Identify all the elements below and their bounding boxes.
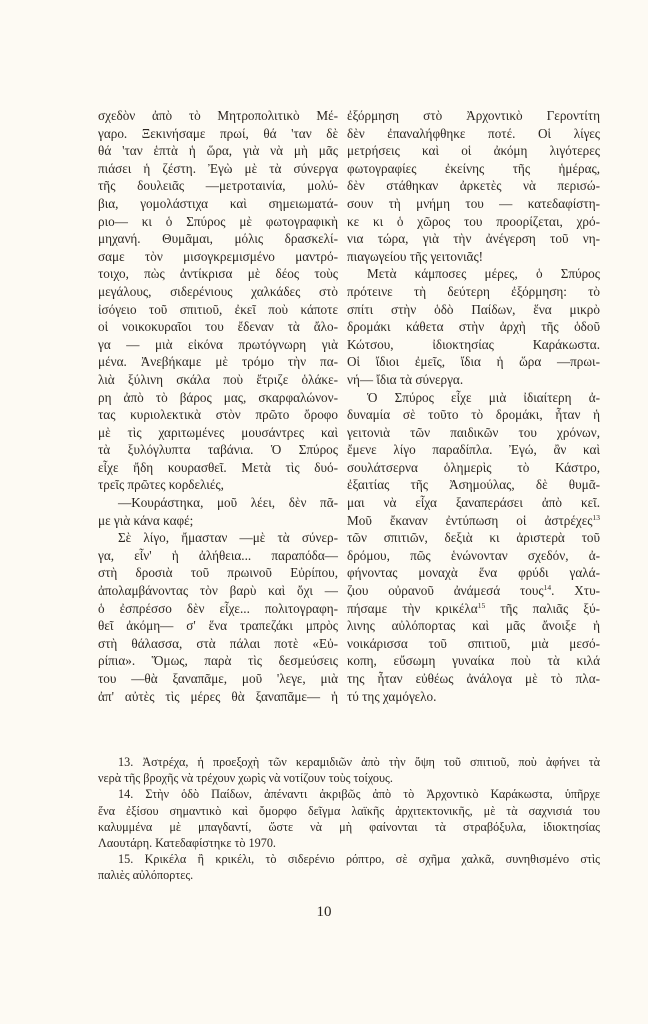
text-line [98, 406, 338, 424]
text-line-text: τοιχο, πὼς ἀντίκρισα μὲ δέος τοὺς [98, 266, 338, 282]
text-line-text: ἐξόρμηση στὸ Ἀρχοντικὸ Γεροντίτη [347, 108, 600, 123]
text-line-text: δυναμία σὲ τοῦτο τὸ δρομάκι, ἦταν ἡ [347, 407, 600, 423]
footnote-line [98, 819, 600, 835]
footnote-line [98, 803, 600, 819]
footnote-line-text: νερὰ τῆς βροχῆς νὰ τρέχουν χωρὶς νὰ νοτίζουν τοὺς τοίχους. [98, 771, 393, 786]
text-line-text-after: . Χτυ- [551, 583, 601, 599]
text-line-text: γαρο. Ξεκινήσαμε πρωί, θά 'ταν δὲ [98, 125, 338, 141]
footnote-reference[interactable]: 13 [592, 512, 600, 522]
text-line [347, 371, 600, 389]
text-line [98, 318, 338, 336]
text-line [98, 177, 338, 195]
left-text-column [98, 107, 338, 705]
text-line [347, 265, 600, 283]
footnote-line-text: 15. Κρικέλα ἢ κρικέλι, τὸ σιδερένιο ρόπτρο, σὲ σχῆμα χαλκᾶ, συνηθισμένο στὶς [118, 852, 600, 867]
text-line-text: μεγάλους, σιδερένιους χαλκάδες στὸ [98, 283, 338, 299]
text-line-text: τας κυριολεκτικὰ στὸν πρῶτο ὄροφο [98, 407, 338, 423]
text-line-text: σαμε τὸν μισογκρεμισμένο μαντρό- [98, 248, 338, 264]
footnote-line [98, 770, 600, 786]
text-line [98, 529, 338, 547]
text-line [98, 635, 338, 653]
footnote-line [98, 786, 600, 802]
text-line [347, 248, 600, 266]
text-line-text: βια, γομολάστιχα καὶ σημειωματά- [98, 195, 338, 211]
text-line [98, 371, 338, 389]
text-line [347, 230, 600, 248]
text-line [98, 283, 338, 301]
text-line-text: φήνοντας μοναχὰ ἕνα φρύδι γαλά- [347, 565, 600, 581]
text-line-text: γα — μιὰ εἰκόνα πρωτόγνωρη γιὰ [98, 336, 338, 352]
text-line-text: τῶν σπιτιῶν, δεξιὰ κι ἀριστερὰ τοῦ [347, 530, 600, 546]
text-line [98, 600, 338, 618]
footnote-reference[interactable]: 14 [543, 583, 552, 593]
text-line-text: μαι νὰ εἶχα ξαναπεράσει ἀπὸ κεῖ. [347, 495, 600, 511]
page-number: 10 [316, 904, 332, 920]
text-line-text: μηχανή. Θυμᾶμαι, μόλις δρασκελί- [98, 231, 338, 247]
text-line-text: ἔμενε λίγο παραδίπλα. Ἐγώ, ἂν καὶ [347, 442, 600, 458]
right-text-column [347, 107, 600, 705]
text-line-text: πήσαμε τὴν κρικέλα [347, 600, 478, 616]
text-line-text: ριο— κι ὁ Σπύρος μὲ φωτογραφικὴ [98, 213, 338, 229]
text-line [98, 670, 338, 688]
text-line-text: γειτονιὰ τῶν παιδικῶν του χρόνων, [347, 424, 600, 440]
text-line [347, 406, 600, 424]
text-line [98, 301, 338, 319]
text-line-text: μὲ τὶς χαριτωμένες μουσάντρες καὶ [98, 424, 338, 440]
text-line [347, 160, 600, 178]
text-line [347, 564, 600, 582]
text-line-text: Ὁ Σπύρος εἶχε μιὰ ἰδιαίτερη ἀ- [367, 389, 600, 405]
text-line-text: —Κουράστηκα, μοῦ λέει, δὲν πᾶ- [118, 495, 338, 511]
text-line-text: δὲν στάθηκαν ἀρκετὲς νὰ περισώ- [347, 178, 600, 194]
text-line [98, 389, 338, 407]
text-line [98, 213, 338, 231]
text-line-text: οἱ νοικοκυραῖοι του ἔδεναν τὰ ἄλο- [98, 319, 338, 335]
text-line-text: δρομάκι κάθετα στὴν ἀρχὴ τῆς ὁδοῦ [347, 319, 600, 335]
text-line [347, 441, 600, 459]
text-line [98, 107, 338, 125]
text-line-text: στὴ θάλασσα, στὰ πάλαι ποτὲ «Εὐ- [98, 635, 338, 651]
text-line [347, 336, 600, 354]
text-line-text: ρη ἀπὸ τὸ βάρος μας, σκαρφαλώνον- [98, 389, 338, 405]
text-line-text: ἀπ' αὐτὲς τὶς μέρες θὰ ξαναπᾶμε— ἡ [98, 688, 338, 704]
footnote-line-text: 13. Ἀστρέχα, ἡ προεξοχὴ τῶν κεραμιδιῶν ἀπὸ τὴν ὄψη τοῦ σπιτιοῦ, ποὺ ἀφήνει τὰ [118, 755, 600, 769]
text-line-text: Σὲ λίγο, ἤμασταν —μὲ τὰ σύνερ- [118, 530, 338, 546]
text-line-text: της ἦταν εὐθέως ἀνάλογα μὲ τὸ πλα- [347, 671, 600, 686]
text-line [98, 564, 338, 582]
text-line [98, 142, 338, 160]
text-line [98, 441, 338, 459]
text-line-text: σουλάτσερνα ὁλημερὶς τὸ Κάστρο, [347, 459, 600, 475]
text-line [347, 283, 600, 301]
text-line-text: ἰσόγειο τοῦ σπιτιοῦ, ἐκεῖ ποὺ κάποτε [98, 301, 338, 317]
text-line-text: πρότεινε τὴ δεύτερη ἐξόρμηση: τὸ [347, 283, 600, 299]
footnote-line-text: 14. Στὴν ὁδὸ Παίδων, ἀπέναντι ἀκριβῶς ἀπὸ τὸ Ἀρχοντικὸ Καράκωστα, ὑπῆρχε [118, 787, 600, 802]
text-line [347, 318, 600, 336]
text-line-text: δὲν ἐπαναλήφθηκε ποτέ. Οἱ λίγες [347, 125, 600, 141]
text-line-text: εἶχε ἤδη κουρασθεῖ. Μετὰ τὶς δυό- [98, 459, 338, 475]
text-line-text: νοικάρισσα τοῦ σπιτιοῦ, μιὰ μεσό- [347, 635, 600, 651]
text-line-text-after: τῆς παλιᾶς ξύ- [485, 600, 600, 616]
text-line-text: τύ της χαμόγελο. [347, 688, 437, 704]
text-line [347, 353, 600, 371]
text-line [98, 195, 338, 213]
text-line [347, 424, 600, 442]
text-line [347, 529, 600, 547]
text-line [98, 547, 338, 565]
text-line [98, 125, 338, 143]
text-line-text: τὰ ξυλόγλυπτα ταβάνια. Ὁ Σπύρος [98, 442, 338, 458]
text-line [347, 177, 600, 195]
footnote-line [98, 835, 600, 851]
text-line [347, 582, 600, 600]
footnote-line-text: καλυμμένα μὲ μπαγδαντί, ὥστε νὰ μὴ φαίνονται τὰ στραβόξυλα, ἰδιοκτησίας [98, 819, 600, 834]
text-line-text: τῆς δουλειᾶς —μετροταινία, μολύ- [98, 178, 338, 194]
text-line [347, 494, 600, 512]
text-line [98, 230, 338, 248]
text-line-text: ἀπολαμβάνοντας τὸν βαρὺ καὶ ὄχι — [98, 583, 338, 599]
text-line [347, 600, 600, 618]
text-line-text: φωτογραφίες ἐκείνης τῆς ἡμέρας, [347, 160, 600, 176]
text-line [347, 125, 600, 143]
text-line-text: κοπη, εὔσωμη γυναίκα ποὺ τὰ κιλά [347, 653, 600, 669]
text-line [347, 670, 600, 688]
text-line [347, 476, 600, 494]
text-line-text: Μετὰ κάμποσες μέρες, ὁ Σπύρος [367, 266, 600, 282]
text-line-text: τρεῖς πρῶτες κορδελιές, [98, 477, 224, 493]
text-line-text: ρίπια». Ὅμως, παρὰ τὶς δεσμεύσεις [98, 653, 338, 669]
text-line-text: γα, εἶν' ἡ ἀλήθεια... παραπόδα— [98, 547, 338, 563]
text-line [98, 512, 338, 530]
text-line [98, 582, 338, 600]
footnote-reference[interactable]: 15 [477, 600, 486, 610]
text-line-text: σουν τὴ μνήμη του — κατεδαφίστη- [347, 195, 600, 211]
text-line-text: δρόμου, πῶς ἑνώνονταν σχεδόν, ἀ- [347, 547, 600, 563]
text-line-text: θεῖ ἀκόμη— σ' ἕνα τραπεζάκι μπρὸς [98, 618, 338, 634]
text-line [347, 213, 600, 231]
text-line-text: νή— ἴδια τὰ σύνεργα. [347, 371, 464, 387]
text-line-text: θά 'ταν ἑπτὰ ἡ ὥρα, γιὰ νὰ μὴ μᾶς [98, 143, 338, 159]
text-line-text: ὁ ἐσπρέσσο δὲν εἶχε... πολιτογραφη- [98, 600, 338, 616]
footnotes [98, 754, 600, 884]
text-line [347, 389, 600, 407]
text-line [98, 459, 338, 477]
text-line-text: ζιου οὐρανοῦ ἀνάμεσά τους [347, 583, 544, 599]
text-line [347, 195, 600, 213]
text-line-text: λινης αὐλόπορτας καὶ μᾶς ἄνοιξε ἡ [347, 618, 600, 634]
text-line [347, 635, 600, 653]
text-line [98, 476, 338, 494]
text-line-text: του —θὰ ξαναπᾶμε, μοῦ 'λεγε, μιὰ [98, 671, 338, 686]
text-line [347, 512, 600, 530]
footnote-line-text: παλιὲς αὐλόπορτες. [98, 868, 194, 883]
text-line [347, 688, 600, 706]
text-line [98, 160, 338, 178]
footnote-line [98, 851, 600, 867]
text-line [98, 424, 338, 442]
text-line-text: πιάσει ἡ ζέστη. Ἐγὼ μὲ τὰ σύνεργα [98, 160, 338, 176]
footnote-line-text: ἕνα ἐξίσου σημαντικὸ καὶ ὄμορφο δεῖγμα λαϊκῆς ἀρχιτεκτονικῆς, μὲ τὰ σαχνισιά του [98, 803, 600, 818]
text-line [98, 652, 338, 670]
text-line [98, 353, 338, 371]
text-line-text: Οἱ ἴδιοι ἐμεῖς, ἴδια ἡ ὥρα —πρωι- [347, 354, 600, 370]
text-line-text: Μοῦ ἔκαναν ἐντύπωση οἱ ἀστρέχες [347, 512, 593, 528]
text-line-text: μετρήσεις καὶ οἱ ἀκόμη λιγότερες [347, 143, 600, 159]
text-line-text: Κώτσου, ἰδιοκτησίας Καράκωστα. [347, 336, 600, 352]
text-line-text: στὴ δροσιὰ τοῦ πρωινοῦ Εὐρίπου, [98, 565, 338, 581]
text-line [98, 494, 338, 512]
text-line [98, 248, 338, 266]
text-line [347, 142, 600, 160]
text-line-text: κε κι ὁ χῶρος του προορίζεται, χρό- [347, 213, 600, 229]
text-line [98, 336, 338, 354]
text-line [347, 301, 600, 319]
footnote-line [98, 754, 600, 770]
text-line [347, 547, 600, 565]
text-line-text: μένα. Ἀνεβήκαμε μὲ τρόμο τὴν πα- [98, 354, 338, 370]
text-line [347, 107, 600, 125]
text-line [347, 652, 600, 670]
text-line-text: λιὰ ξύλινη σκάλα ποὺ ἔτριζε ὁλάκε- [98, 371, 338, 387]
text-line-text: νια τώρα, γιὰ τὴν ἀνέγερση τοῦ νη- [347, 231, 600, 247]
footnote-line [98, 867, 600, 883]
text-line [98, 688, 338, 706]
text-line-text: ἐξαιτίας τῆς Ἀσημούλας, δὲ θυμᾶ- [347, 477, 600, 493]
text-line [98, 617, 338, 635]
footnote-line-text: Λαουτάρη. Κατεδαφίστηκε τὸ 1970. [98, 835, 276, 850]
text-line-text: με γιὰ κάνα καφέ; [98, 512, 194, 528]
text-line-text: σχεδὸν ἀπὸ τὸ Μητροπολιτικὸ Μέ- [98, 108, 338, 123]
text-line-text: πιαγωγείου τῆς γειτονιᾶς! [347, 248, 484, 264]
text-line [347, 459, 600, 477]
text-line-text: σπίτι στὴν ὁδὸ Παίδων, ἕνα μικρὸ [347, 301, 600, 317]
text-line [347, 617, 600, 635]
text-line [98, 265, 338, 283]
